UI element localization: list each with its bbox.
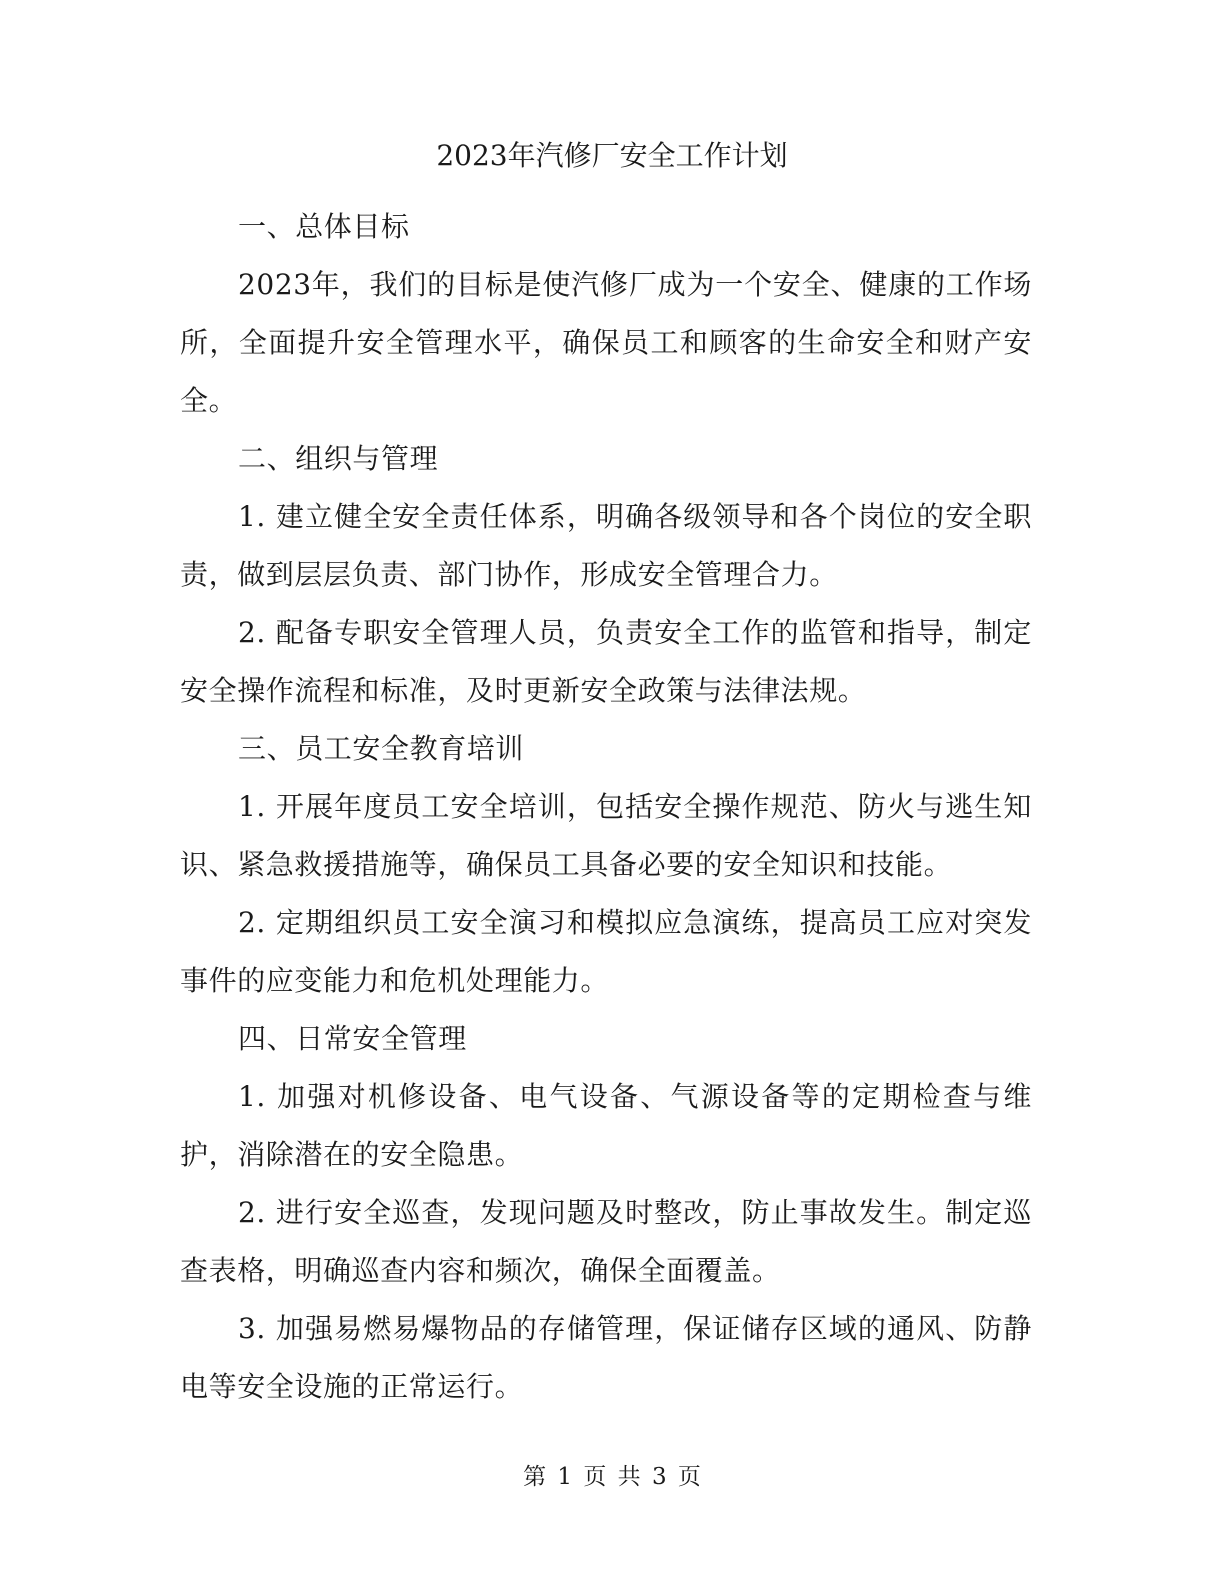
paragraph: 3. 加强易燃易爆物品的存储管理，保证储存区域的通风、防静电等安全设施的正常运行。 (180, 1312, 1032, 1403)
paragraph: 2. 进行安全巡查，发现问题及时整改，防止事故发生。制定巡查表格，明确巡查内容和频次，确保全面覆盖。 (180, 1196, 1032, 1287)
paragraph: 1. 建立健全安全责任体系，明确各级领导和各个岗位的安全职责，做到层层负责、部门协作，形成安全管理合力。 (180, 500, 1032, 591)
paragraph: 2023年，我们的目标是使汽修厂成为一个安全、健康的工作场所，全面提升安全管理水平，确保员工和顾客的生命安全和财产安全。 (180, 268, 1032, 417)
paragraph: 1. 开展年度员工安全培训，包括安全操作规范、防火与逃生知识、紧急救援措施等，确保员工具备必要的安全知识和技能。 (180, 790, 1032, 881)
paragraph: 1. 加强对机修设备、电气设备、气源设备等的定期检查与维护，消除潜在的安全隐患。 (180, 1080, 1032, 1171)
page-number-footer: 第 1 页 共 3 页 (523, 1464, 701, 1490)
section-heading: 四、日常安全管理 (238, 1022, 467, 1055)
section-heading: 一、总体目标 (238, 210, 410, 243)
section-heading: 三、员工安全教育培训 (238, 732, 525, 765)
document-body (180, 198, 1032, 1416)
paragraph: 2. 定期组织员工安全演习和模拟应急演练，提高员工应对突发事件的应变能力和危机处理能力。 (180, 906, 1032, 997)
document-title: 2023年汽修厂安全工作计划 (436, 139, 788, 172)
section-heading: 二、组织与管理 (238, 442, 439, 475)
paragraph: 2. 配备专职安全管理人员，负责安全工作的监管和指导，制定安全操作流程和标准，及时更新安全政策与法律法规。 (180, 616, 1032, 707)
